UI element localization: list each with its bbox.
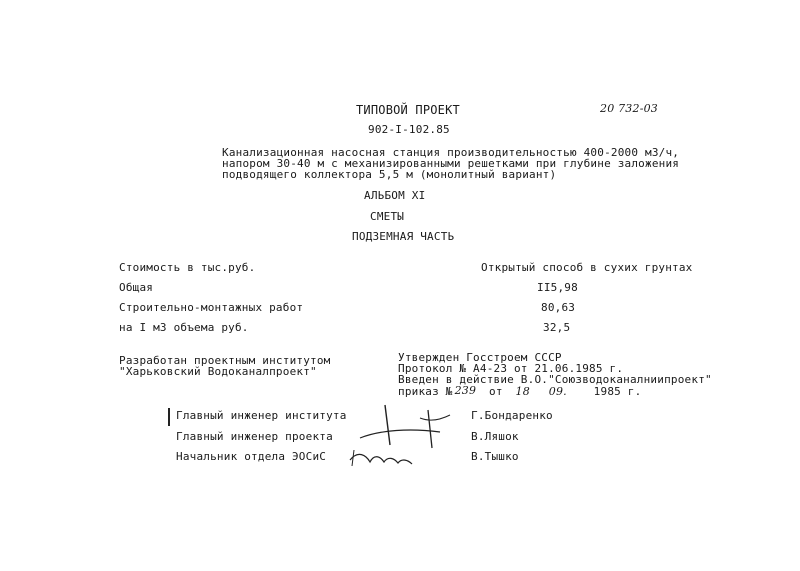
approval-line-1: Утвержден Госстроем СССР [398, 351, 562, 364]
cost-label-header: Стоимость в тыс.руб. [119, 261, 256, 274]
signature-role: Главный инженер института [176, 409, 347, 422]
cost-row-label: Общая [119, 281, 154, 294]
order-year: 1985 г. [593, 385, 642, 398]
signature-name: В.Ляшок [471, 430, 519, 443]
order-from: от [489, 385, 503, 398]
developer-line-2: "Харьковский Водоканалпроект" [119, 365, 317, 378]
order-day: 18 [515, 385, 530, 398]
archive-number: 20 732-03 [600, 102, 659, 115]
approval-line-3: Введен в действие В.О."Союзводоканалниипроект" [398, 373, 712, 386]
project-type: ТИПОВОЙ ПРОЕКТ [356, 103, 460, 117]
description-line-1: Канализационная насосная станция производительностью 400-2000 м3/ч, [222, 146, 680, 159]
order-number: 239 [454, 384, 477, 397]
approval-line-4 [398, 384, 642, 398]
order-month: 09. [548, 385, 567, 398]
handwritten-signatures [340, 400, 470, 475]
description-line-3: подводящего коллектора 5,5 м (монолитный вариант) [222, 168, 557, 181]
signature-role: Начальник отдела ЭОСиС [176, 450, 327, 463]
cost-value-header: Открытый способ в сухих грунтах [481, 261, 693, 274]
cost-row-value: 80,63 [541, 301, 576, 314]
cost-row-label: на I м3 объема руб. [119, 321, 249, 334]
cost-row-value: 32,5 [543, 321, 571, 334]
developer-line-1: Разработан проектным институтом [119, 354, 331, 367]
description-line-2: напором 30-40 м с механизированными решетками при глубине заложения [222, 157, 680, 170]
signature-name: В.Тышко [471, 450, 519, 463]
margin-mark [168, 408, 170, 426]
signature-name: Г.Бондаренко [471, 409, 553, 422]
signature-role: Главный инженер проекта [176, 430, 333, 443]
order-prefix: приказ № [398, 385, 453, 398]
section-title: СМЕТЫ [370, 210, 405, 223]
project-code: 902-I-102.85 [368, 123, 450, 136]
subsection-title: ПОДЗЕМНАЯ ЧАСТЬ [352, 230, 455, 243]
cost-row-label: Строительно-монтажных работ [119, 301, 304, 314]
cost-row-value: II5,98 [537, 281, 578, 294]
approval-line-2: Протокол № А4-23 от 21.06.1985 г. [398, 362, 624, 375]
album-title: АЛЬБОМ XI [364, 189, 426, 202]
